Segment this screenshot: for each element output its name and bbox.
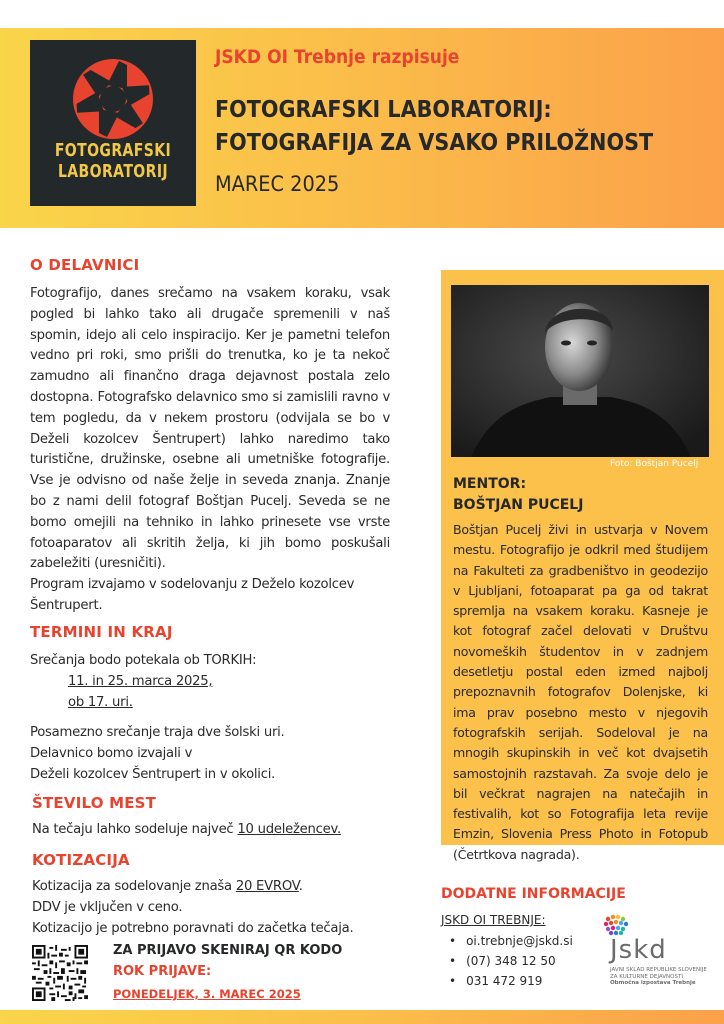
schedule-line3: Delavnico bomo izvajali v <box>30 746 193 762</box>
contact-heading: DODATNE INFORMACIJE <box>441 886 626 902</box>
workshop-logo <box>30 40 196 206</box>
title-line1: FOTOGRAFSKI LABORATORIJ: <box>215 97 552 123</box>
title-line2: FOTOGRAFIJA ZA VSAKO PRILOŽNOST <box>215 130 654 156</box>
photo-credit: Foto: Boštjan Pucelj <box>610 459 699 469</box>
fee-line3: Kotizacijo je potrebno poravnati do začetka tečaja. <box>32 920 354 936</box>
jskd-caption-line1: JAVNI SKLAD REPUBLIKE SLOVENIJE <box>610 967 707 973</box>
seats-section <box>32 794 392 841</box>
mentor-label: MENTOR: <box>453 476 527 492</box>
schedule-time: ob 17. uri. <box>68 694 133 710</box>
jskd-logo <box>602 913 712 1003</box>
fee-heading: KOTIZACIJA <box>32 851 130 869</box>
logo-text-line2: LABORATORIJ <box>57 161 169 182</box>
about-text-2: Program izvajamo v sodelovanju z Deželo kozolcev Šentrupert. <box>30 577 355 613</box>
schedule-dates: 11. in 25. marca 2025, <box>68 673 213 689</box>
aperture-icon <box>70 56 156 142</box>
fee-line1-prefix: Kotizacija za sodelovanje znaša <box>32 879 236 894</box>
about-section <box>30 256 390 617</box>
schedule-line4: Deželi kozolcev Šentrupert in v okolici. <box>30 766 276 782</box>
page-title <box>215 94 653 160</box>
seats-heading: ŠTEVILO MEST <box>32 794 157 812</box>
logo-text <box>48 140 177 182</box>
schedule-heading: TERMINI IN KRAJ <box>30 623 173 641</box>
fee-section <box>32 851 412 939</box>
deadline-label: ROK PRIJAVE: <box>113 964 212 979</box>
seats-text-prefix: Na tečaju lahko sodeluje največ <box>32 822 238 837</box>
seats-count: 10 udeležencev. <box>237 822 341 837</box>
event-date: MAREC 2025 <box>215 172 340 196</box>
jskd-word: Jskd <box>610 935 667 965</box>
contact-subheading: JSKD OI TREBNJE: <box>441 913 546 927</box>
jskd-caption-line3: Območna izpostava Trebnje <box>610 980 696 986</box>
mentor-heading <box>453 474 583 516</box>
mentor-bio: Boštjan Pucelj živi in ustvarja v Novem mestu. Fotografijo je odkril med študijem na Fakulteti za gradbeništvo in geodezijo v Ljubljani, fotoaparat pa ga od takrat spremlja na vsakem koraku. Kasneje je kot fotograf začel delovati v Društvu novomeških študentov in v zadnjem desetletju postal eden izmed najbolj prepoznavnih fotografov Dolenjske, ki ima prav posebno mesto v njegovih fotografskih serijah. Sodeloval je na mnogih skupinskih in več kot dvajsetih samostojnih razstavah. Za svoje delo je bil večkrat nagrajen na natečajih in festivalih, kot so Fotografija leta revije Emzin, Slovenia Press Photo in Fotopub (Četrtkova nagrada). <box>453 522 708 862</box>
mentor-name: BOŠTJAN PUCELJ <box>453 497 584 513</box>
contact-phone[interactable]: • (07) 348 12 50 <box>449 951 573 971</box>
deadline-date: PONEDELJEK, 3. MAREC 2025 <box>113 987 301 1001</box>
fee-amount: 20 EVROV <box>235 879 299 894</box>
qr-code[interactable] <box>32 945 88 1001</box>
logo-text-line1: FOTOGRAFSKI <box>54 140 172 161</box>
fee-line1-suffix: . <box>298 879 303 894</box>
mentor-photo <box>451 285 709 457</box>
about-text: Fotografijo, danes srečamo na vsakem koraku, vsak pogled bi lahko tako ali drugače spremenili v naš spomin, idejo ali celo inspiracijo. Ker je pametni telefon vedno pri roki, smo prišli do trenutka, ko je ta nekoč zamudno ali finančno draga dejavnost postala zelo dostopna. Fotografsko delavnico smo si zamislili ravno v tem pogledu, da v nekem prostoru (odvijala se bo v Deželi kozolcev Šentrupert) lahko naredimo tako turistične, družinske, osebne ali umetniške fotografije. Vse je odvisno od naše želje in seveda znanja. Znanje bo z nami delil fotograf Boštjan Pucelj. Seveda se ne bomo omejili na tehniko in lahko prinesete vse vrste fotoaparatov ali skritih želja, ki jih bomo poskušali zabeležiti (uresničiti). <box>30 286 390 572</box>
footer-band <box>0 1010 724 1024</box>
jskd-caption-line2: ZA KULTURNE DEJAVNOSTI <box>610 973 683 980</box>
fee-line1 <box>32 877 412 898</box>
contact-email[interactable]: • oi.trebnje@jskd.si <box>449 931 573 951</box>
seats-text <box>32 820 392 841</box>
schedule-line1: Srečanja bodo potekala ob TORKIH: <box>30 653 257 668</box>
contact-mobile[interactable]: • 031 472 919 <box>449 971 573 991</box>
registration-instruction: ZA PRIJAVO SKENIRAJ QR KODO <box>113 943 343 958</box>
schedule-section <box>30 623 390 786</box>
jskd-caption <box>610 967 710 987</box>
about-heading: O DELAVNICI <box>30 256 140 274</box>
organizer-line: JSKD OI Trebnje razpisuje <box>215 46 460 68</box>
schedule-line2: Posamezno srečanje traja dve šolski uri. <box>30 725 285 741</box>
fee-line2: DDV je vključen v ceno. <box>32 899 183 915</box>
contact-list <box>449 931 573 991</box>
